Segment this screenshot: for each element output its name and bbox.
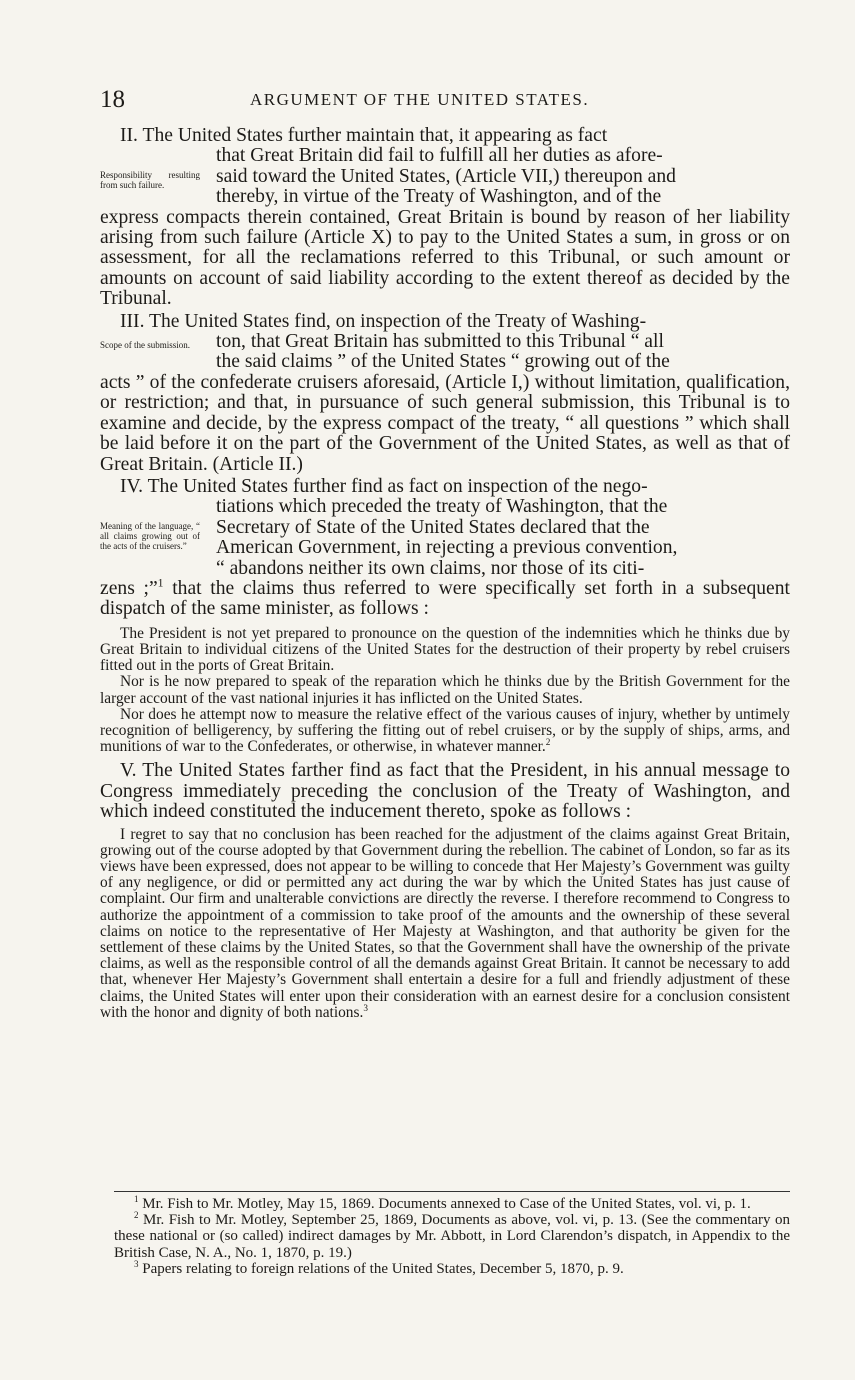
quote-paragraph — [100, 707, 790, 756]
section-iv-side-line: American Government, in rejecting a previous convention, — [216, 537, 678, 559]
section-iii-side-line: ton, that Great Britain has submitted to this Tribunal “ all — [216, 331, 664, 353]
section-ii-side-line: that Great Britain did fail to fulfill all her duties as afore- — [216, 145, 663, 167]
section-ii-side-line: thereby, in virtue of the Treaty of Washington, and of the — [216, 186, 662, 208]
section-ii-first-line: II. The United States further maintain that, it appearing as fact — [120, 125, 608, 146]
footnote-text: Papers relating to foreign relations of the United States, December 5, 1870, p. 9. — [138, 1260, 624, 1277]
footnote-3 — [114, 1258, 790, 1277]
footnote-mark: 1 — [134, 1194, 139, 1204]
margin-note-responsibility: Responsibility resulting from such failure. — [100, 170, 200, 190]
footnote-ref-1[interactable]: 1 — [157, 576, 164, 590]
footnote-mark: 2 — [134, 1210, 139, 1221]
section-iv-first-line: IV. The United States further find as fact on inspection of the nego- — [120, 475, 648, 497]
section-ii — [100, 126, 790, 310]
footnote-ref-3[interactable]: 3 — [363, 1002, 368, 1013]
quote-text: Nor does he attempt now to measure the relative effect of the various causes of injury, whether by untimely recognition of belligerency, by suffering the fitting out of rebel cruisers, or by the supply of ships, arms, and munitions of war to the Confederates, or otherwise, in whatever manner. — [100, 705, 790, 756]
main-text — [100, 126, 790, 1021]
section-ii-body: express compacts therein contained, Great Britain is bound by reason of her liability arising from such failure (Article X) to pay to the United States a sum, in gross or on assessment, for all the reclamations referred to this Tribunal, or such amount or amounts on account of said liability according to the extent thereof as decided by the Tribunal. — [100, 206, 790, 310]
footnote-text: Mr. Fish to Mr. Motley, September 25, 1869, Documents as above, vol. vi, p. 13. (See the commentary on these national or (so called) indirect damages by Mr. Abbott, in Lord Clarendon’s dispatch, in Appendix to the British Case, N. A., No. 1, 1870, p. 19.) — [114, 1212, 790, 1261]
footnote-mark: 3 — [134, 1258, 139, 1269]
section-v — [100, 761, 790, 822]
footnote-divider — [114, 1191, 790, 1192]
margin-note-scope: Scope of the submission. — [100, 339, 190, 350]
footnote-ref-2[interactable]: 2 — [545, 737, 551, 748]
page-number: 18 — [100, 86, 125, 113]
section-iv-body-end: that the claims thus referred to were specifically set forth in a subsequent dispatch of the same minister, as follows : — [100, 577, 790, 620]
footnote-text: Mr. Fish to Mr. Motley, May 15, 1869. Documents annexed to Case of the United States, vol. vi, p. 1. — [138, 1196, 751, 1212]
quote-block-2 — [100, 827, 790, 1021]
section-v-text: V. The United States farther find as fact that the President, in his annual message to Congress immediately preceding the conclusion of the Treaty of Washington, and which indeed constituted the inducement thereto, spoke as follows : — [100, 760, 790, 823]
running-head: ARGUMENT OF THE UNITED STATES. — [250, 90, 590, 109]
section-iii-side-line: the said claims ” of the United States “ growing out of the — [216, 351, 670, 373]
margin-note-meaning: Meaning of the language, “ all claims growing out of the acts of the cruisers.” — [100, 520, 200, 551]
quote-paragraph: The President is not yet prepared to pronounce on the question of the indemnities which he thinks due by Great Britain to individual citizens of the United States for the destruction of their property by rebel cruisers fitted out in the ports of Great Britain. — [100, 624, 790, 675]
footnote-2 — [114, 1212, 790, 1261]
section-iv-side-line: tiations which preceded the treaty of Washington, that the — [216, 496, 668, 518]
quote-paragraph: Nor is he now prepared to speak of the reparation which he thinks due by the British Government for the larger account of the vast national injuries it has inflicted on the United States. — [100, 673, 790, 707]
footnotes — [114, 1196, 790, 1277]
section-ii-side-line: said toward the United States, (Article VII,) thereupon and — [216, 165, 676, 187]
section-iv-side-line: Secretary of State of the United States declared that the — [216, 516, 650, 538]
quote-paragraph — [100, 827, 790, 1021]
section-iii-first-line: III. The United States find, on inspection of the Treaty of Washing- — [120, 310, 647, 332]
quote-block-1 — [100, 626, 790, 756]
section-iii — [100, 312, 790, 475]
section-iv — [100, 477, 790, 620]
section-iv-body — [100, 576, 790, 620]
section-iii-body: acts ” of the confederate cruisers aforesaid, (Article I,) without limitation, qualification, or restriction; and that, in pursuance of such general submission, this Tribunal is to examine and decide, by the express compact of the treaty, “ all questions ” which shall be laid before it on the part of the Government of the United States, as well as that of Great Britain. (Article II.) — [100, 371, 790, 475]
quote-text: I regret to say that no conclusion has been reached for the adjustment of the claims against Great Britain, growing out of the course adopted by that Government during the rebellion. The cabinet of London, so far as its views have been expressed, does not appear to be willing to concede that Her Majesty’s Government was guilty of any negligence, or did or permitted any act during the war by which the United States has just cause of complaint. Our firm and unalterable convictions are directly the reverse. I therefore recommend to Congress to authorize the appointment of a commission to take proof of the amounts and the ownership of these several claims on notice to the representative of Her Majesty at Washington, and that authority be given for the settlement of these claims by the United States, so that the Government shall have the ownership of the private claims, as well as the responsible control of all the demands against Great Britain. It cannot be necessary to add that, whenever Her Majesty’s Government shall entertain a desire for a full and friendly adjustment of these claims, the United States will enter upon their consideration with an earnest desire for a conclusion consistent with the honor and dignity of both nations. — [100, 825, 790, 1021]
section-iv-body-start: zens ;” — [100, 577, 158, 599]
section-iv-side-line: “ abandons neither its own claims, nor those of its citi- — [216, 557, 645, 579]
page-header — [100, 86, 790, 116]
footnote-1 — [114, 1196, 790, 1212]
